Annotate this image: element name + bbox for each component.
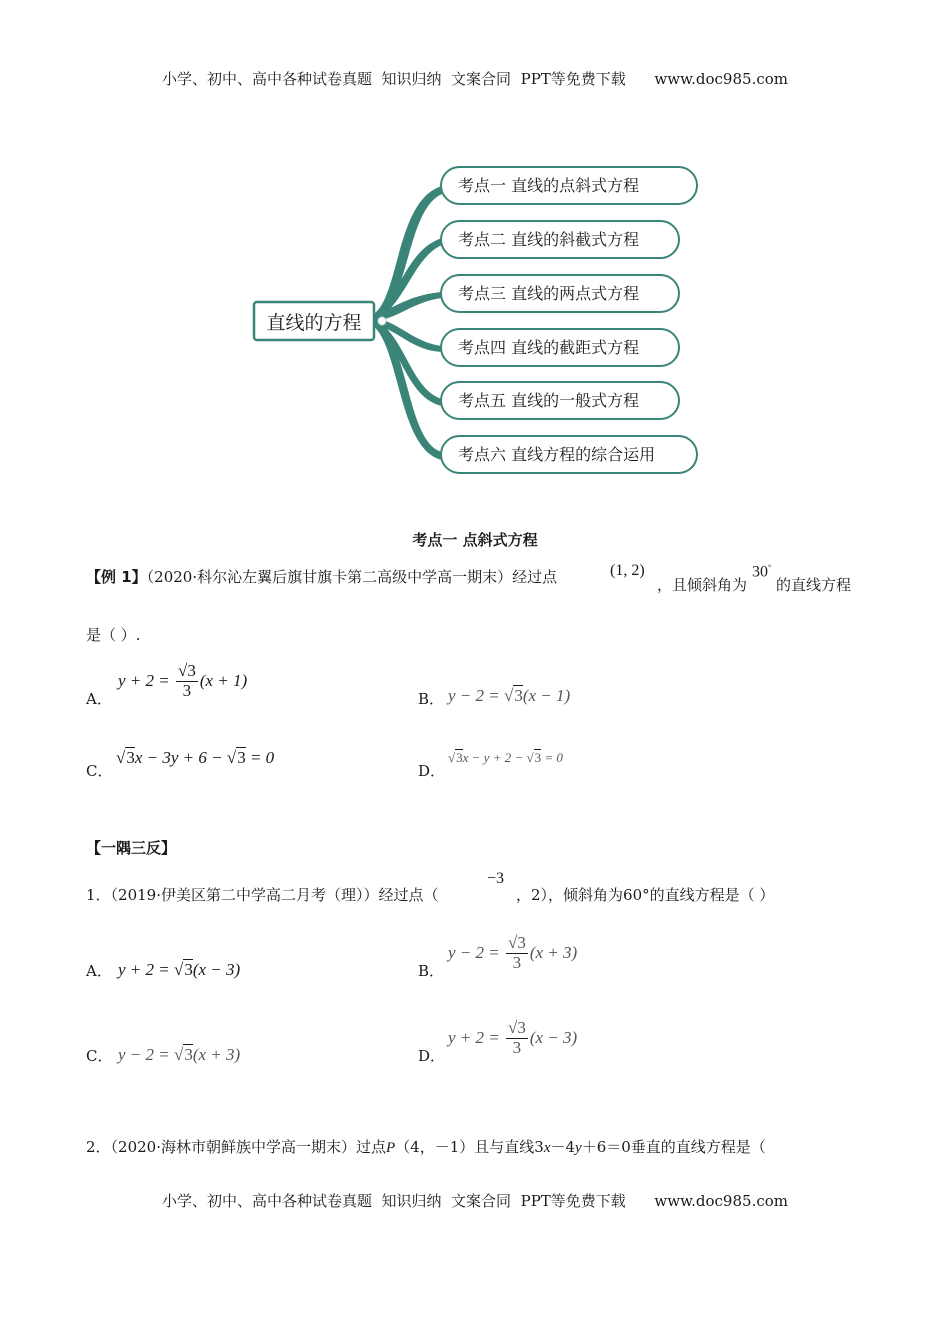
option-c-formula[interactable]: √3x − 3y + 6 − √3 = 0 — [116, 748, 275, 767]
example-tail: 的直线方程 — [776, 576, 852, 594]
q2-line: 2．（2020·海林市朝鲜族中学高一期末）过点P（4，－1）且与直线3x－4y＋6＝0垂直的直线方程是（ — [86, 1138, 766, 1156]
branch-node-2 — [441, 221, 679, 258]
example-middle: ，且倾斜角为 — [657, 576, 748, 594]
example-point: (1, 2) — [610, 562, 645, 579]
example-tag: 【例 1】 — [86, 568, 147, 586]
page-footer: 小学、初中、高中各种试卷真题 知识归纳 文案合同 PPT等免费下载 www.doc985.com — [161, 1192, 788, 1210]
branch-label-1: 考点一 直线的点斜式方程 — [458, 176, 640, 195]
mind-map-root — [254, 302, 386, 340]
branch-node-1 — [441, 167, 697, 204]
option-b-label[interactable]: B． — [418, 690, 445, 708]
example-source: （2020·科尔沁左翼后旗甘旗卡第二高级中学高一期末）经过点 — [146, 568, 558, 586]
q1-option-b-formula[interactable]: y − 2 = $\frac{√3}{3}$ (x + 3) — [448, 933, 578, 972]
option-a-label[interactable]: A． — [86, 690, 112, 708]
option-a-formula[interactable]: y + 2 = $\frac{√3}{3}$ (x + 1) — [118, 661, 248, 700]
q1-option-a-formula[interactable]: y + 2 = √3(x − 3) — [118, 960, 241, 979]
branch-node-4 — [441, 329, 679, 366]
branch-node-3 — [441, 275, 679, 312]
branch-label-2: 考点二 直线的斜截式方程 — [458, 230, 640, 249]
q1-option-c-label[interactable]: C． — [86, 1047, 113, 1065]
q1-option-d-label[interactable]: D． — [418, 1047, 446, 1065]
branch-label-6: 考点六 直线方程的综合运用 — [458, 445, 656, 464]
root-label: 直线的方程 — [266, 312, 362, 334]
option-b-formula[interactable]: y − 2 = √3(x − 1) — [448, 686, 571, 705]
q1-option-c-formula[interactable]: y − 2 = √3(x + 3) — [118, 1045, 241, 1064]
option-d-label[interactable]: D． — [418, 762, 446, 780]
branch-label-3: 考点三 直线的两点式方程 — [458, 284, 640, 303]
example-1-line-1 — [86, 570, 557, 585]
q1-option-a-label[interactable]: A． — [86, 962, 112, 980]
mind-map — [0, 150, 950, 490]
branch-label-4: 考点四 直线的截距式方程 — [458, 338, 640, 357]
q1-rest: ，2），倾斜角为60°的直线方程是（ ） — [516, 886, 775, 904]
branch-node-5 — [441, 382, 679, 419]
section-title: 考点一 点斜式方程 — [412, 531, 538, 549]
page-header: 小学、初中、高中各种试卷真题 知识归纳 文案合同 PPT等免费下载 www.doc985.com — [161, 70, 788, 88]
q1-option-d-formula[interactable]: y + 2 = $\frac{√3}{3}$ (x − 3) — [448, 1018, 578, 1057]
option-c-label[interactable]: C． — [86, 762, 113, 780]
branch-label-5: 考点五 直线的一般式方程 — [458, 391, 640, 410]
q1-x-value: −3 — [487, 870, 505, 887]
q1-option-b-label[interactable]: B． — [418, 962, 445, 980]
branch-node-6 — [441, 436, 697, 473]
example-angle: 30° — [752, 563, 772, 581]
q1-source: （2019·伊美区第二中学高二月考（理））经过点（ — [110, 886, 439, 904]
option-d-formula[interactable]: √3x − y + 2 − √3 = 0 — [448, 750, 563, 765]
q2-number: 2． — [86, 1138, 111, 1156]
practice-heading: 【一隅三反】 — [86, 839, 177, 857]
example-line-2: 是（ ）. — [86, 626, 141, 644]
q1-line — [86, 888, 439, 903]
q1-number: 1． — [86, 886, 111, 904]
